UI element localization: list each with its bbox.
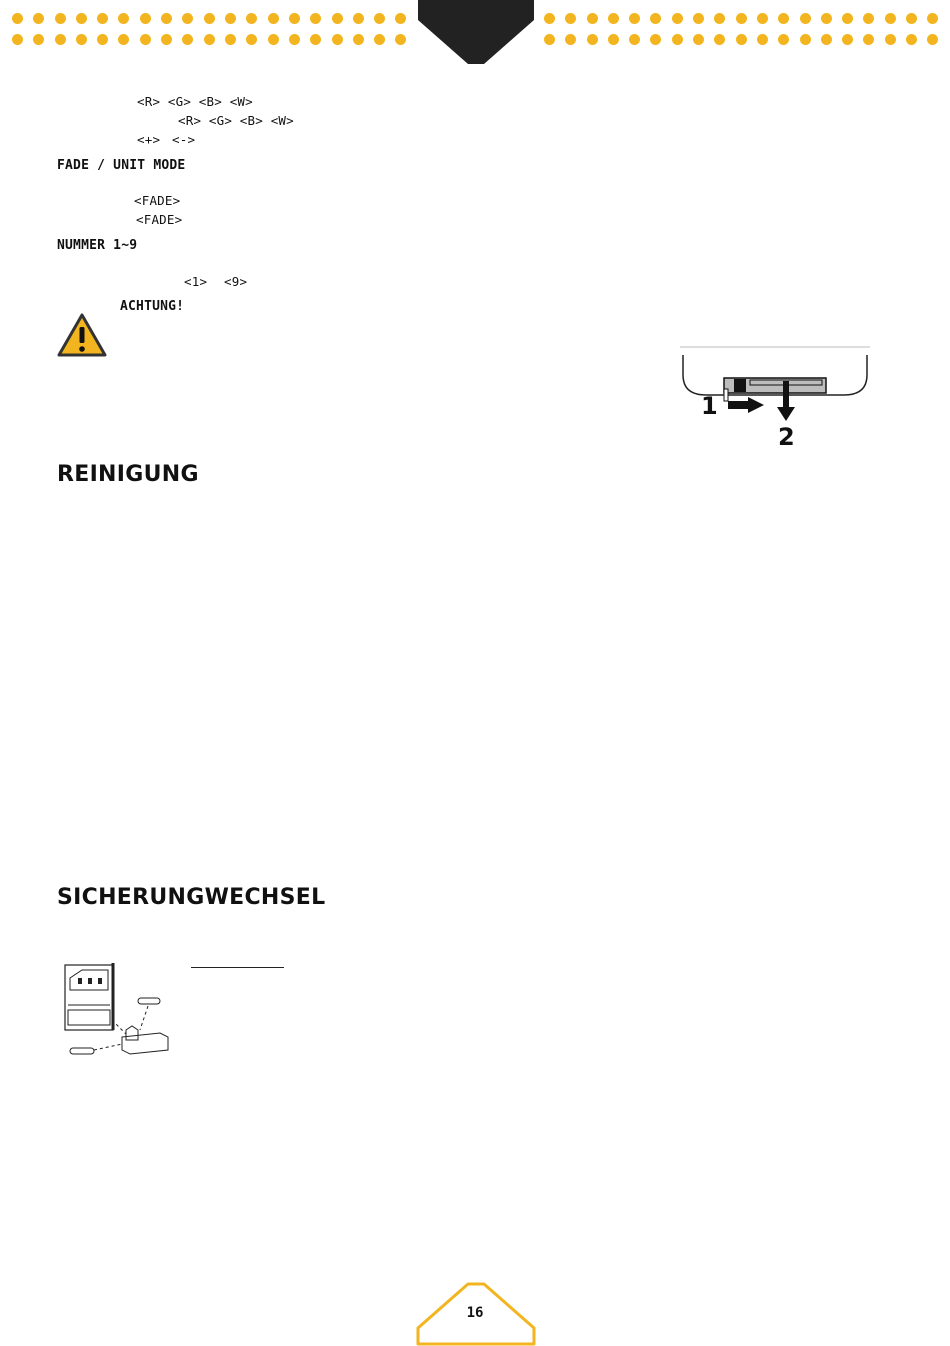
header-dot xyxy=(12,13,23,24)
header-dot xyxy=(374,13,385,24)
header-dot xyxy=(927,13,938,24)
header-dot xyxy=(714,34,725,45)
header-dot xyxy=(97,13,108,24)
header-dot xyxy=(246,34,257,45)
header-dot xyxy=(97,34,108,45)
header-dot xyxy=(821,34,832,45)
header-dot xyxy=(33,13,44,24)
header-dot xyxy=(693,34,704,45)
fade-key-2: <FADE> xyxy=(136,212,183,227)
number-key-last: <9> xyxy=(224,274,248,289)
header-tab-shape xyxy=(418,0,534,66)
header-dot xyxy=(374,34,385,45)
fuse-holder-illustration xyxy=(60,960,175,1060)
header-dot xyxy=(714,13,725,24)
header-dot xyxy=(800,13,811,24)
header-dot xyxy=(736,34,747,45)
header-dot xyxy=(672,34,683,45)
battery-step-2: 2 xyxy=(778,423,795,451)
header-dot xyxy=(140,34,151,45)
header-dot xyxy=(906,13,917,24)
battery-step-1: 1 xyxy=(701,392,718,420)
rgbw-keys-line-1: <R> <G> <B> <W> xyxy=(137,94,253,109)
fuse-change-heading: SICHERUNGWECHSEL xyxy=(57,885,326,910)
plus-key: <+> xyxy=(137,132,161,147)
header-dot xyxy=(182,13,193,24)
header-dot xyxy=(161,13,172,24)
header-dot xyxy=(863,13,874,24)
header-dot xyxy=(629,34,640,45)
header-dot xyxy=(33,34,44,45)
header-dot xyxy=(182,34,193,45)
header-dot xyxy=(821,13,832,24)
header-dot xyxy=(353,13,364,24)
header-dot xyxy=(842,34,853,45)
header-dot xyxy=(332,13,343,24)
number-key-first: <1> xyxy=(184,274,208,289)
header-dot xyxy=(693,13,704,24)
header-dot xyxy=(544,13,555,24)
warning-label: ACHTUNG! xyxy=(120,299,185,314)
header-dot xyxy=(140,13,151,24)
header-dot xyxy=(55,13,66,24)
header-dot xyxy=(885,34,896,45)
header-dot xyxy=(289,34,300,45)
header-dot xyxy=(12,34,23,45)
header-dot xyxy=(395,34,406,45)
header-dot xyxy=(204,34,215,45)
header-dot xyxy=(629,13,640,24)
header-dot xyxy=(268,13,279,24)
header-dot xyxy=(906,34,917,45)
header-dot xyxy=(55,34,66,45)
header-dot xyxy=(608,13,619,24)
header-dot xyxy=(927,34,938,45)
header-dot xyxy=(608,34,619,45)
header-dot xyxy=(395,13,406,24)
header-dot xyxy=(332,34,343,45)
minus-key: <-> xyxy=(172,132,196,147)
header-dot xyxy=(587,34,598,45)
header-dot xyxy=(650,34,661,45)
page-number: 16 xyxy=(466,1305,484,1321)
header-dot xyxy=(289,13,300,24)
header-dot xyxy=(587,13,598,24)
header-dot xyxy=(310,34,321,45)
number-title: NUMMER 1~9 xyxy=(57,238,138,253)
cleaning-heading: REINIGUNG xyxy=(57,462,199,487)
header-dot xyxy=(672,13,683,24)
header-dot xyxy=(204,13,215,24)
header-dot xyxy=(757,34,768,45)
header-dot xyxy=(842,13,853,24)
fade-unit-mode-title: FADE / UNIT MODE xyxy=(57,158,186,173)
header-dot xyxy=(118,34,129,45)
fuse-underline-rule xyxy=(191,967,284,968)
header-dot xyxy=(118,13,129,24)
header-dot xyxy=(268,34,279,45)
header-dot xyxy=(544,34,555,45)
header-dot xyxy=(885,13,896,24)
header-dot xyxy=(76,34,87,45)
header-dot xyxy=(778,13,789,24)
header-dot xyxy=(565,34,576,45)
header-dot xyxy=(778,34,789,45)
warning-triangle-icon xyxy=(56,312,108,358)
header-dot xyxy=(757,13,768,24)
header-dot xyxy=(565,13,576,24)
header-dot xyxy=(161,34,172,45)
header-dot xyxy=(353,34,364,45)
header-dot xyxy=(225,34,236,45)
fade-key-1: <FADE> xyxy=(134,193,181,208)
header-dot xyxy=(246,13,257,24)
header-dot xyxy=(310,13,321,24)
header-dot xyxy=(76,13,87,24)
header-dot xyxy=(225,13,236,24)
header-dot xyxy=(736,13,747,24)
rgbw-keys-line-2: <R> <G> <B> <W> xyxy=(178,113,294,128)
header-dot xyxy=(800,34,811,45)
header-dot xyxy=(650,13,661,24)
header-dot xyxy=(863,34,874,45)
